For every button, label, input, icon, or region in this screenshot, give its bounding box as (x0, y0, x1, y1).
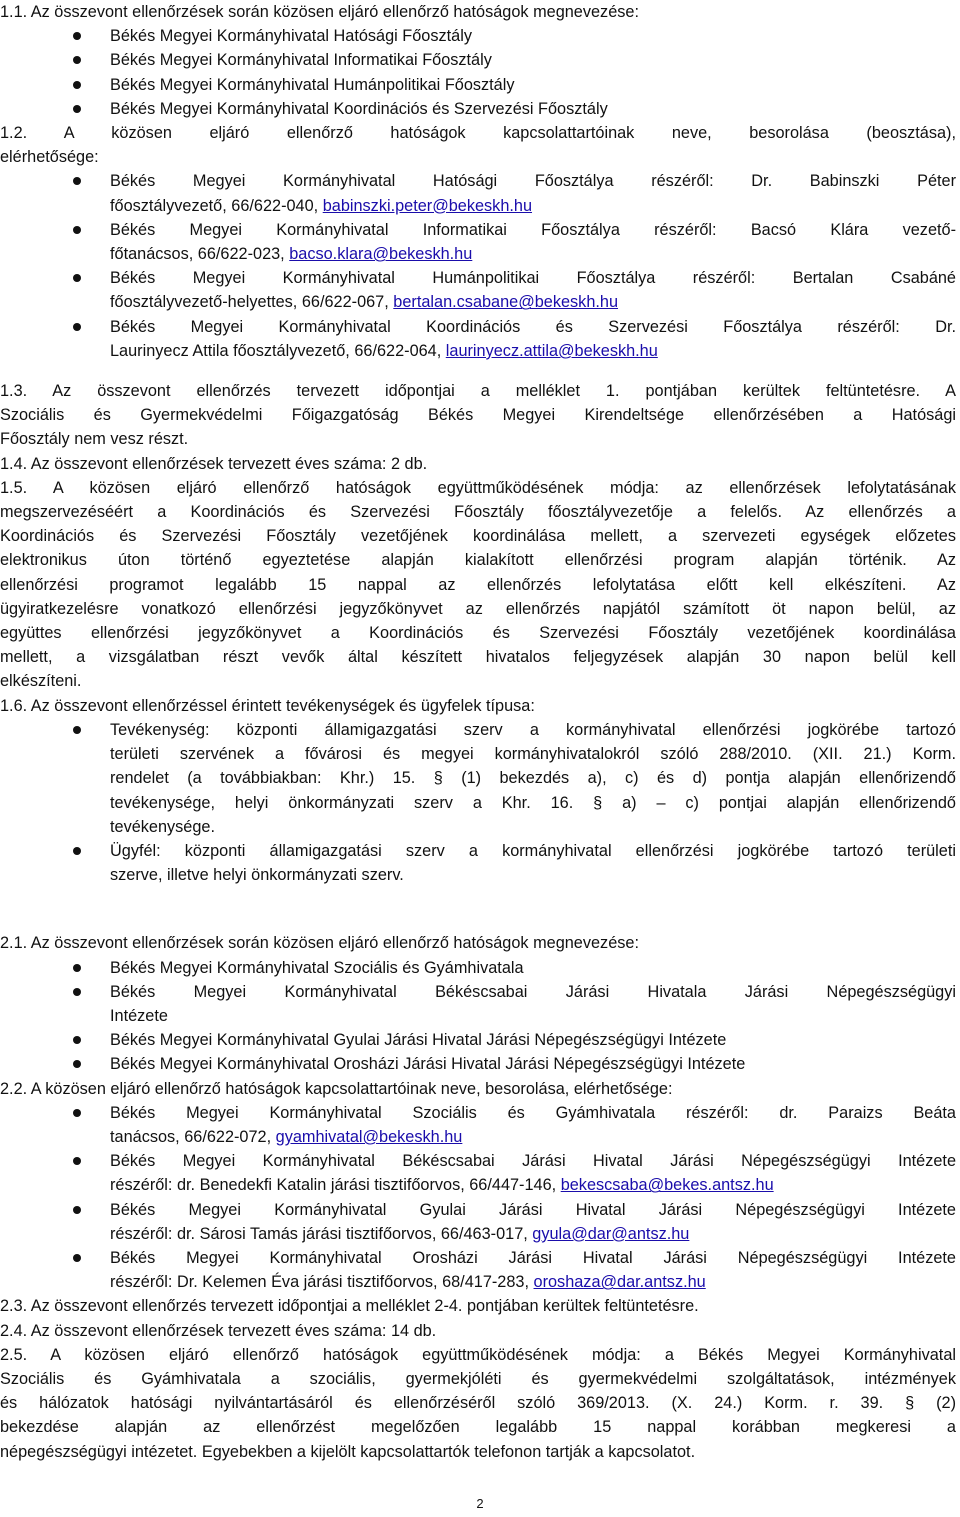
email-link[interactable]: gyula@dar@antsz.hu (532, 1224, 690, 1243)
bullet-icon (73, 1254, 81, 1262)
section-1-5: 1.5. A közösen eljáró ellenőrző hatóságok együttműködésének módja: az ellenőrzések lefolytatásának megszervezéséért a Koordinációs és Szervezési Főosztály főosztályvezetője a felelős. Az ellenőrzés a Koordinációs és Szervezési Főosztály vezetőjének koordinálása mellett, a szervezeti egységek előzetes elektronikus úton történő egyeztetése alapján kialakított ellenőrzési program alapján történik. Az ellenőrzési programot legalább 15 nappal az ellenőrzés lefolytatása előtt kell elkészíteni. Az ügyiratkezelésre vonatkozó ellenőrzési jegyzőkönyvet az ellenőrzés napjától számított öt napon belül, az együttes ellenőrzési jegyzőkönyvet a Koordinációs és Szervezési Főosztály vezetőjének koordinálása mellett, a vizsgálatban részt vevők által készített hivatalos feljegyzések alapján 30 napon belül kell elkészíteni. (0, 478, 956, 691)
email-link[interactable]: oroshaza@dar.antsz.hu (533, 1273, 706, 1292)
bullet-icon (73, 1157, 81, 1165)
list-item: Békés Megyei Kormányhivatal Hatósági Főosztály (0, 24, 956, 48)
contact-item: Békés Megyei Kormányhivatal Humánpolitikai Főosztálya részéről: Bertalan Csabáné főosztályvezető-helyettes, 66/622-067, bertalan.csabane@bekeskh.hu (0, 266, 956, 314)
email-link[interactable]: bertalan.csabane@bekeskh.hu (393, 293, 619, 312)
bullet-icon (73, 226, 81, 234)
contact-item: Békés Megyei Kormányhivatal Informatikai Főosztálya részéről: Bacsó Klára vezető- főtanácsos, 66/622-023, bacso.klara@bekeskh.hu (0, 218, 956, 266)
list-item: Ügyfél: központi államigazgatási szerv a kormányhivatal ellenőrzési jogkörébe tartozó területi szerve, illetve helyi önkormányzati szerv. (0, 839, 956, 887)
section-2-4: 2.4. Az összevont ellenőrzések tervezett éves száma: 14 db. (0, 1321, 437, 1340)
bullet-icon (73, 274, 81, 282)
list-item: Békés Megyei Kormányhivatal Informatikai Főosztály (0, 48, 956, 72)
contact-item: Békés Megyei Kormányhivatal Koordinációs és Szervezési Főosztálya részéről: Dr. Laurinyecz Attila főosztályvezető, 66/622-064, laurinyecz.attila@bekeskh.hu (0, 315, 956, 363)
list-item: Békés Megyei Kormányhivatal Gyulai Járási Hivatal Járási Népegészségügyi Intézete (0, 1028, 956, 1052)
contact-item: Békés Megyei Kormányhivatal Gyulai Járási Hivatal Járási Népegészségügyi Intézete részéről: dr. Sárosi Tamás járási tisztifőorvos, 66/463-017, gyula@dar@antsz.hu (0, 1198, 956, 1246)
email-link[interactable]: laurinyecz.attila@bekeskh.hu (445, 341, 658, 360)
bullet-icon (73, 1206, 81, 1214)
section-1-2-title: 1.2. A közösen eljáró ellenőrző hatóságok kapcsolattartóinak neve, besorolása (beosztása), (0, 124, 956, 143)
contact-item: Békés Megyei Kormányhivatal Hatósági Főosztálya részéről: Dr. Babinszki Péter főosztályvezető, 66/622-040, babinszki.peter@bekeskh.hu (0, 169, 956, 217)
bullet-icon (73, 105, 81, 113)
list-item: Békés Megyei Kormányhivatal Koordinációs és Szervezési Főosztály (0, 97, 956, 121)
email-link[interactable]: babinszki.peter@bekeskh.hu (322, 196, 533, 215)
list-item: Békés Megyei Kormányhivatal Humánpolitikai Főosztály (0, 73, 956, 97)
email-link[interactable]: bacso.klara@bekeskh.hu (289, 245, 473, 264)
bullet-icon (73, 323, 81, 331)
document-page: 1.1. Az összevont ellenőrzések során közösen eljáró ellenőrző hatóságok megnevezése: Békés Megyei Kormányhivatal Hatósági Főosztály Békés Megyei Kormányhivatal Informatikai Főosztály Békés Megyei Kormányhivatal Humánpolitikai Főosztály Békés Megyei Kormányhivatal Koordinációs és Szervezési Főosztály 1.2. A közösen eljáró ellenőrző hatóságok kapcsolattartóinak neve, besorolása (beosztása), elérhetősége: Békés Megyei Kormányhivatal Hatósági Főosztálya részéről: Dr. Babinszki Péter főosztályvezető, 66/622-040, babinszki.peter@bekeskh.hu Békés Megyei Kormányhivatal Informatikai Főosztálya részéről: Bacsó Klára vezető- főtanácsos, 66/622-023, bacso.klara@bekeskh.hu Békés Megyei Kormányhivatal Humánpolitikai Főosztálya részéről: Bertalan Csabáné főosztályvezető-helyettes, 66/622-067, bertalan.csabane@bekeskh.hu Békés Megyei Kormányhivatal Koordinációs és Szervezési Főosztálya részéről: Dr. Laurinyecz Attila főosztályvezető, 66/622-064, laurinyecz.attila@bekeskh.hu 1.3. Az összevont ellenőrzés tervezett időpontjai a melléklet 1. pontjában kerültek feltüntetésre. A Szociális és Gyermekvédelmi Főigazgatóság Békés Megyei Kirendeltsége ellenőrzésében a Hatósági Főosztály nem vesz részt. 1.4. Az összevont ellenőrzések tervezett éves száma: 2 db. 1.5. A közösen eljáró ellenőrző hatóságok együttműködésének módja: az ellenőrzések lefolytatásának megszervezéséért a Koordinációs és Szervezési Főosztály főosztályvezetője a felelős. Az ellenőrzés a Koordinációs és Szervezési Főosztály vezetőjének koordinálása mellett, a szervezeti egységek előzetes elektronikus úton történő egyeztetése alapján kialakított ellenőrzési program alapján történik. Az ellenőrzési programot legalább 15 nappal az ellenőrzés lefolytatása előtt kell elkészíteni. Az ügyiratkezelésre vonatkozó ellenőrzési jegyzőkönyvet az ellenőrzés napjától számított öt napon belül, az együttes ellenőrzési jegyzőkönyvet a Koordinációs és Szervezési Főosztály vezetőjének koordinálása mellett, a vizsgálatban részt vevők által készített hivatalos feljegyzések alapján 30 napon belül kell elkészíteni. 1.6. Az összevont ellenőrzéssel érintett tevékenységek és ügyfelek típusa: Tevékenység: központi államigazgatási szerv a kormányhivatal ellenőrzési jogkörébe tartozó területi szervének a fővárosi és megyei kormányhivatalokról szóló 288/2010. (XII. 21.) Korm. rendelet (a továbbiakban: Khr.) 15. § (1) bekezdés a), c) és d) pontja alapján ellenőrizendő tevékenysége, helyi önkormányzati szerv a Khr. 16. § a) – c) pontjai alapján ellenőrizendő tevékenysége. Ügyfél: központi államigazgatási szerv a kormányhivatal ellenőrzési jogkörébe tartozó területi szerve, illetve helyi önkormányzati szerv. 2.1. Az összevont ellenőrzések során közösen eljáró ellenőrző hatóságok megnevezése: Békés Megyei Kormányhivatal Szociális és Gyámhivatala Békés Megyei Kormányhivatal Békéscsabai Járási Hivatala Járási Népegészségügyi Intézete Békés Megyei Kormányhivatal Gyulai Járási Hivatal Járási Népegészségügyi Intézete Békés Megyei Kormányhivatal Orosházi Járási Hivatal Járási Népegészségügyi Intézete 2.2. A közösen eljáró ellenőrző hatóságok kapcsolattartóinak neve, besorolása, elérhetősége: Békés Megyei Kormányhivatal Szociális és Gyámhivatala részéről: dr. Paraizs Beáta tanácsos, 66/622-072, gyamhivatal@bekeskh.hu Békés Megyei Kormányhivatal Békéscsabai Járási Hivatal Járási Népegészségügyi Intézete részéről: dr. Benedekfi Katalin járási tisztifőorvos, 66/447-146, bekescsaba@bekes.antsz.hu Békés Megyei Kormányhivatal Gyulai Járási Hivatal Járási Népegészségügyi Intézete részéről: dr. Sárosi Tamás járási tisztifőorvos, 66/463-017, gyula@dar@antsz.hu Békés Megyei Kormányhivatal Orosházi Járási Hivatal Járási Népegészségügyi Intézete részéről: Dr. Kelemen Éva járási tisztifőorvos, 68/417-283, oroshaza@dar.antsz.hu 2.3. Az összevont ellenőrzés tervezett időpontjai a melléklet 2-4. pontjában kerültek feltüntetésre. 2.4. Az összevont ellenőrzések tervezett éves száma: 14 db. 2.5. A közösen eljáró ellenőrző hatóságok együttműködésének módja: a Békés Megyei Kormányhivatal Szociális és Gyámhivatala a szociális, gyermekjóléti és gyermekvédelmi szolgáltatások, intézmények és hálózatok hatósági nyilvántartásáról és ellenőrzéséről szóló 369/2013. (X. 24.) Korm. r. 39. § (2) bekezdése alapján az ellenőrzést megelőzően legalább 15 nappal korábban megkeresi a népegészségügyi intézetet. Egyebekben a kijelölt kapcsolattartók telefonon tartják a kapcsolatot. 2 (0, 0, 960, 1517)
bullet-icon (73, 1060, 81, 1068)
email-link[interactable]: bekescsaba@bekes.antsz.hu (560, 1176, 774, 1195)
list-item: Tevékenység: központi államigazgatási szerv a kormányhivatal ellenőrzési jogkörébe tartozó területi szervének a fővárosi és megyei kormányhivatalokról szóló 288/2010. (XII. 21.) Korm. rendelet (a továbbiakban: Khr.) 15. § (1) bekezdés a), c) és d) pontja alapján ellenőrizendő tevékenysége, helyi önkormányzati szerv a Khr. 16. § a) – c) pontjai alapján ellenőrizendő tevékenysége. (0, 718, 956, 839)
bullet-icon (73, 177, 81, 185)
section-1-4: 1.4. Az összevont ellenőrzések tervezett éves száma: 2 db. (0, 454, 428, 473)
section-2-5: 2.5. A közösen eljáró ellenőrző hatóságok együttműködésének módja: a Békés Megyei Kormányhivatal Szociális és Gyámhivatala a szociális, gyermekjóléti és gyermekvédelmi szolgáltatások, intézmények és hálózatok hatósági nyilvántartásáról és ellenőrzéséről szóló 369/2013. (X. 24.) Korm. r. 39. § (2) bekezdése alapján az ellenőrzést megelőzően legalább 15 nappal korábban megkeresi a népegészségügyi intézetet. Egyebekben a kijelölt kapcsolattartók telefonon tartják a kapcsolatot. (0, 1345, 956, 1461)
section-2-3: 2.3. Az összevont ellenőrzés tervezett időpontjai a melléklet 2-4. pontjában kerültek feltüntetésre. (0, 1297, 699, 1316)
section-1-3: 1.3. Az összevont ellenőrzés tervezett időpontjai a melléklet 1. pontjában kerültek feltüntetésre. A (0, 382, 956, 401)
bullet-icon (73, 1109, 81, 1117)
bullet-icon (73, 964, 81, 972)
bullet-icon (73, 32, 81, 40)
section-1-6-title: 1.6. Az összevont ellenőrzéssel érintett tevékenységek és ügyfelek típusa: (0, 696, 535, 715)
list-item: Békés Megyei Kormányhivatal Szociális és Gyámhivatala (0, 956, 956, 980)
bullet-icon (73, 847, 81, 855)
page-number: 2 (476, 1496, 484, 1511)
bullet-icon (73, 726, 81, 734)
bullet-icon (73, 56, 81, 64)
contact-item: Békés Megyei Kormányhivatal Orosházi Járási Hivatal Járási Népegészségügyi Intézete részéről: Dr. Kelemen Éva járási tisztifőorvos, 68/417-283, oroshaza@dar.antsz.hu (0, 1246, 956, 1294)
contact-item: Békés Megyei Kormányhivatal Szociális és Gyámhivatala részéről: dr. Paraizs Beáta tanácsos, 66/622-072, gyamhivatal@bekeskh.hu (0, 1101, 956, 1149)
contact-item: Békés Megyei Kormányhivatal Békéscsabai Járási Hivatal Járási Népegészségügyi Intézete részéről: dr. Benedekfi Katalin járási tisztifőorvos, 66/447-146, bekescsaba@bekes.antsz.hu (0, 1149, 956, 1197)
bullet-icon (73, 1036, 81, 1044)
list-item: Békés Megyei Kormányhivatal Békéscsabai Járási Hivatala Járási Népegészségügyi Intézete (0, 980, 956, 1028)
list-item: Békés Megyei Kormányhivatal Orosházi Járási Hivatal Járási Népegészségügyi Intézete (0, 1052, 956, 1076)
section-1-1-title: 1.1. Az összevont ellenőrzések során közösen eljáró ellenőrző hatóságok megnevezése: (0, 3, 639, 21)
bullet-icon (73, 988, 81, 996)
section-2-2-title: 2.2. A közösen eljáró ellenőrző hatóságok kapcsolattartóinak neve, besorolása, elérhetősége: (0, 1079, 673, 1098)
bullet-icon (73, 81, 81, 89)
section-2-1-title: 2.1. Az összevont ellenőrzések során közösen eljáró ellenőrző hatóságok megnevezése: (0, 934, 639, 953)
email-link[interactable]: gyamhivatal@bekeskh.hu (275, 1127, 463, 1146)
section-1-2-title-cont: elérhetősége: (0, 148, 99, 167)
